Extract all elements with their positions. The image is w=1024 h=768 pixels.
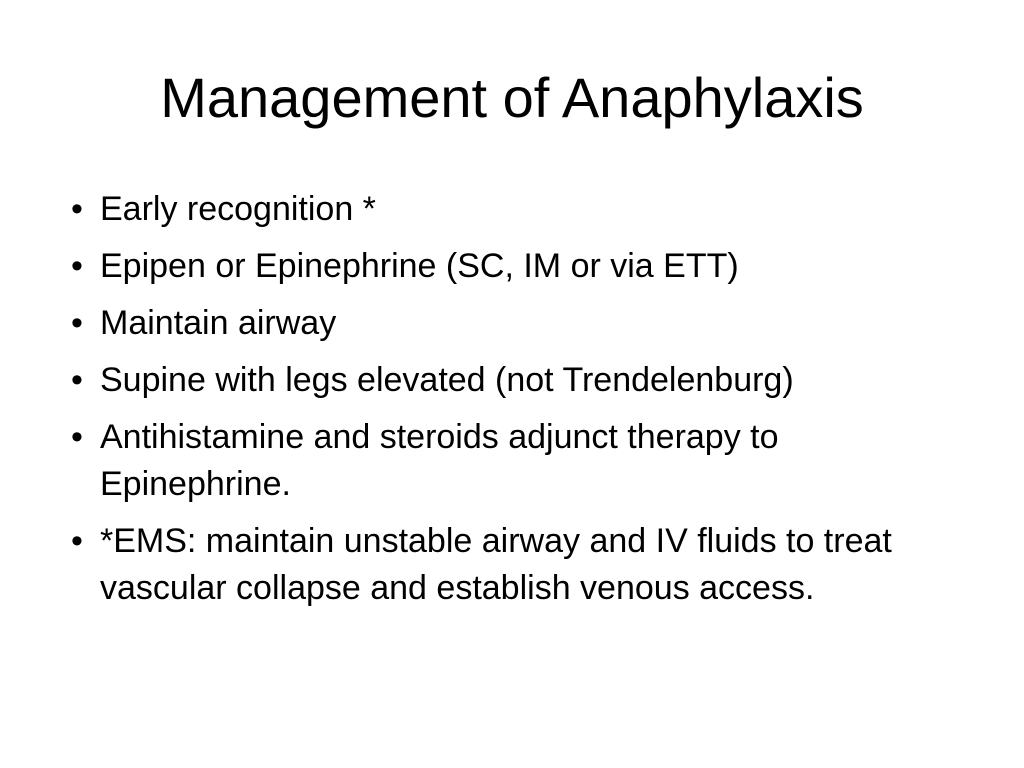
bullet-marker: • <box>71 304 83 342</box>
bullet-item <box>54 414 974 508</box>
bullet-marker: • <box>71 247 83 285</box>
bullet-marker: • <box>71 522 83 560</box>
bullet-text: Early recognition * <box>100 190 376 228</box>
bullet-item <box>54 357 974 404</box>
slide-title: Management of Anaphylaxis <box>160 66 864 129</box>
bullet-text: Maintain airway <box>100 304 337 342</box>
bullet-text: Epipen or Epinephrine (SC, IM or via ETT) <box>100 247 739 285</box>
bullet-text: *EMS: maintain unstable airway and IV fluids to treat vascular collapse and establish venous access. <box>100 522 892 607</box>
bullet-item <box>54 243 974 290</box>
bullet-list <box>54 186 974 622</box>
bullet-marker: • <box>71 361 83 399</box>
bullet-item <box>54 518 974 612</box>
bullet-marker: • <box>71 418 83 456</box>
bullet-item <box>54 300 974 347</box>
bullet-marker: • <box>71 190 83 228</box>
bullet-text: Supine with legs elevated (not Trendelenburg) <box>100 361 794 399</box>
bullet-text: Antihistamine and steroids adjunct therapy to Epinephrine. <box>100 418 779 503</box>
bullet-item <box>54 186 974 233</box>
